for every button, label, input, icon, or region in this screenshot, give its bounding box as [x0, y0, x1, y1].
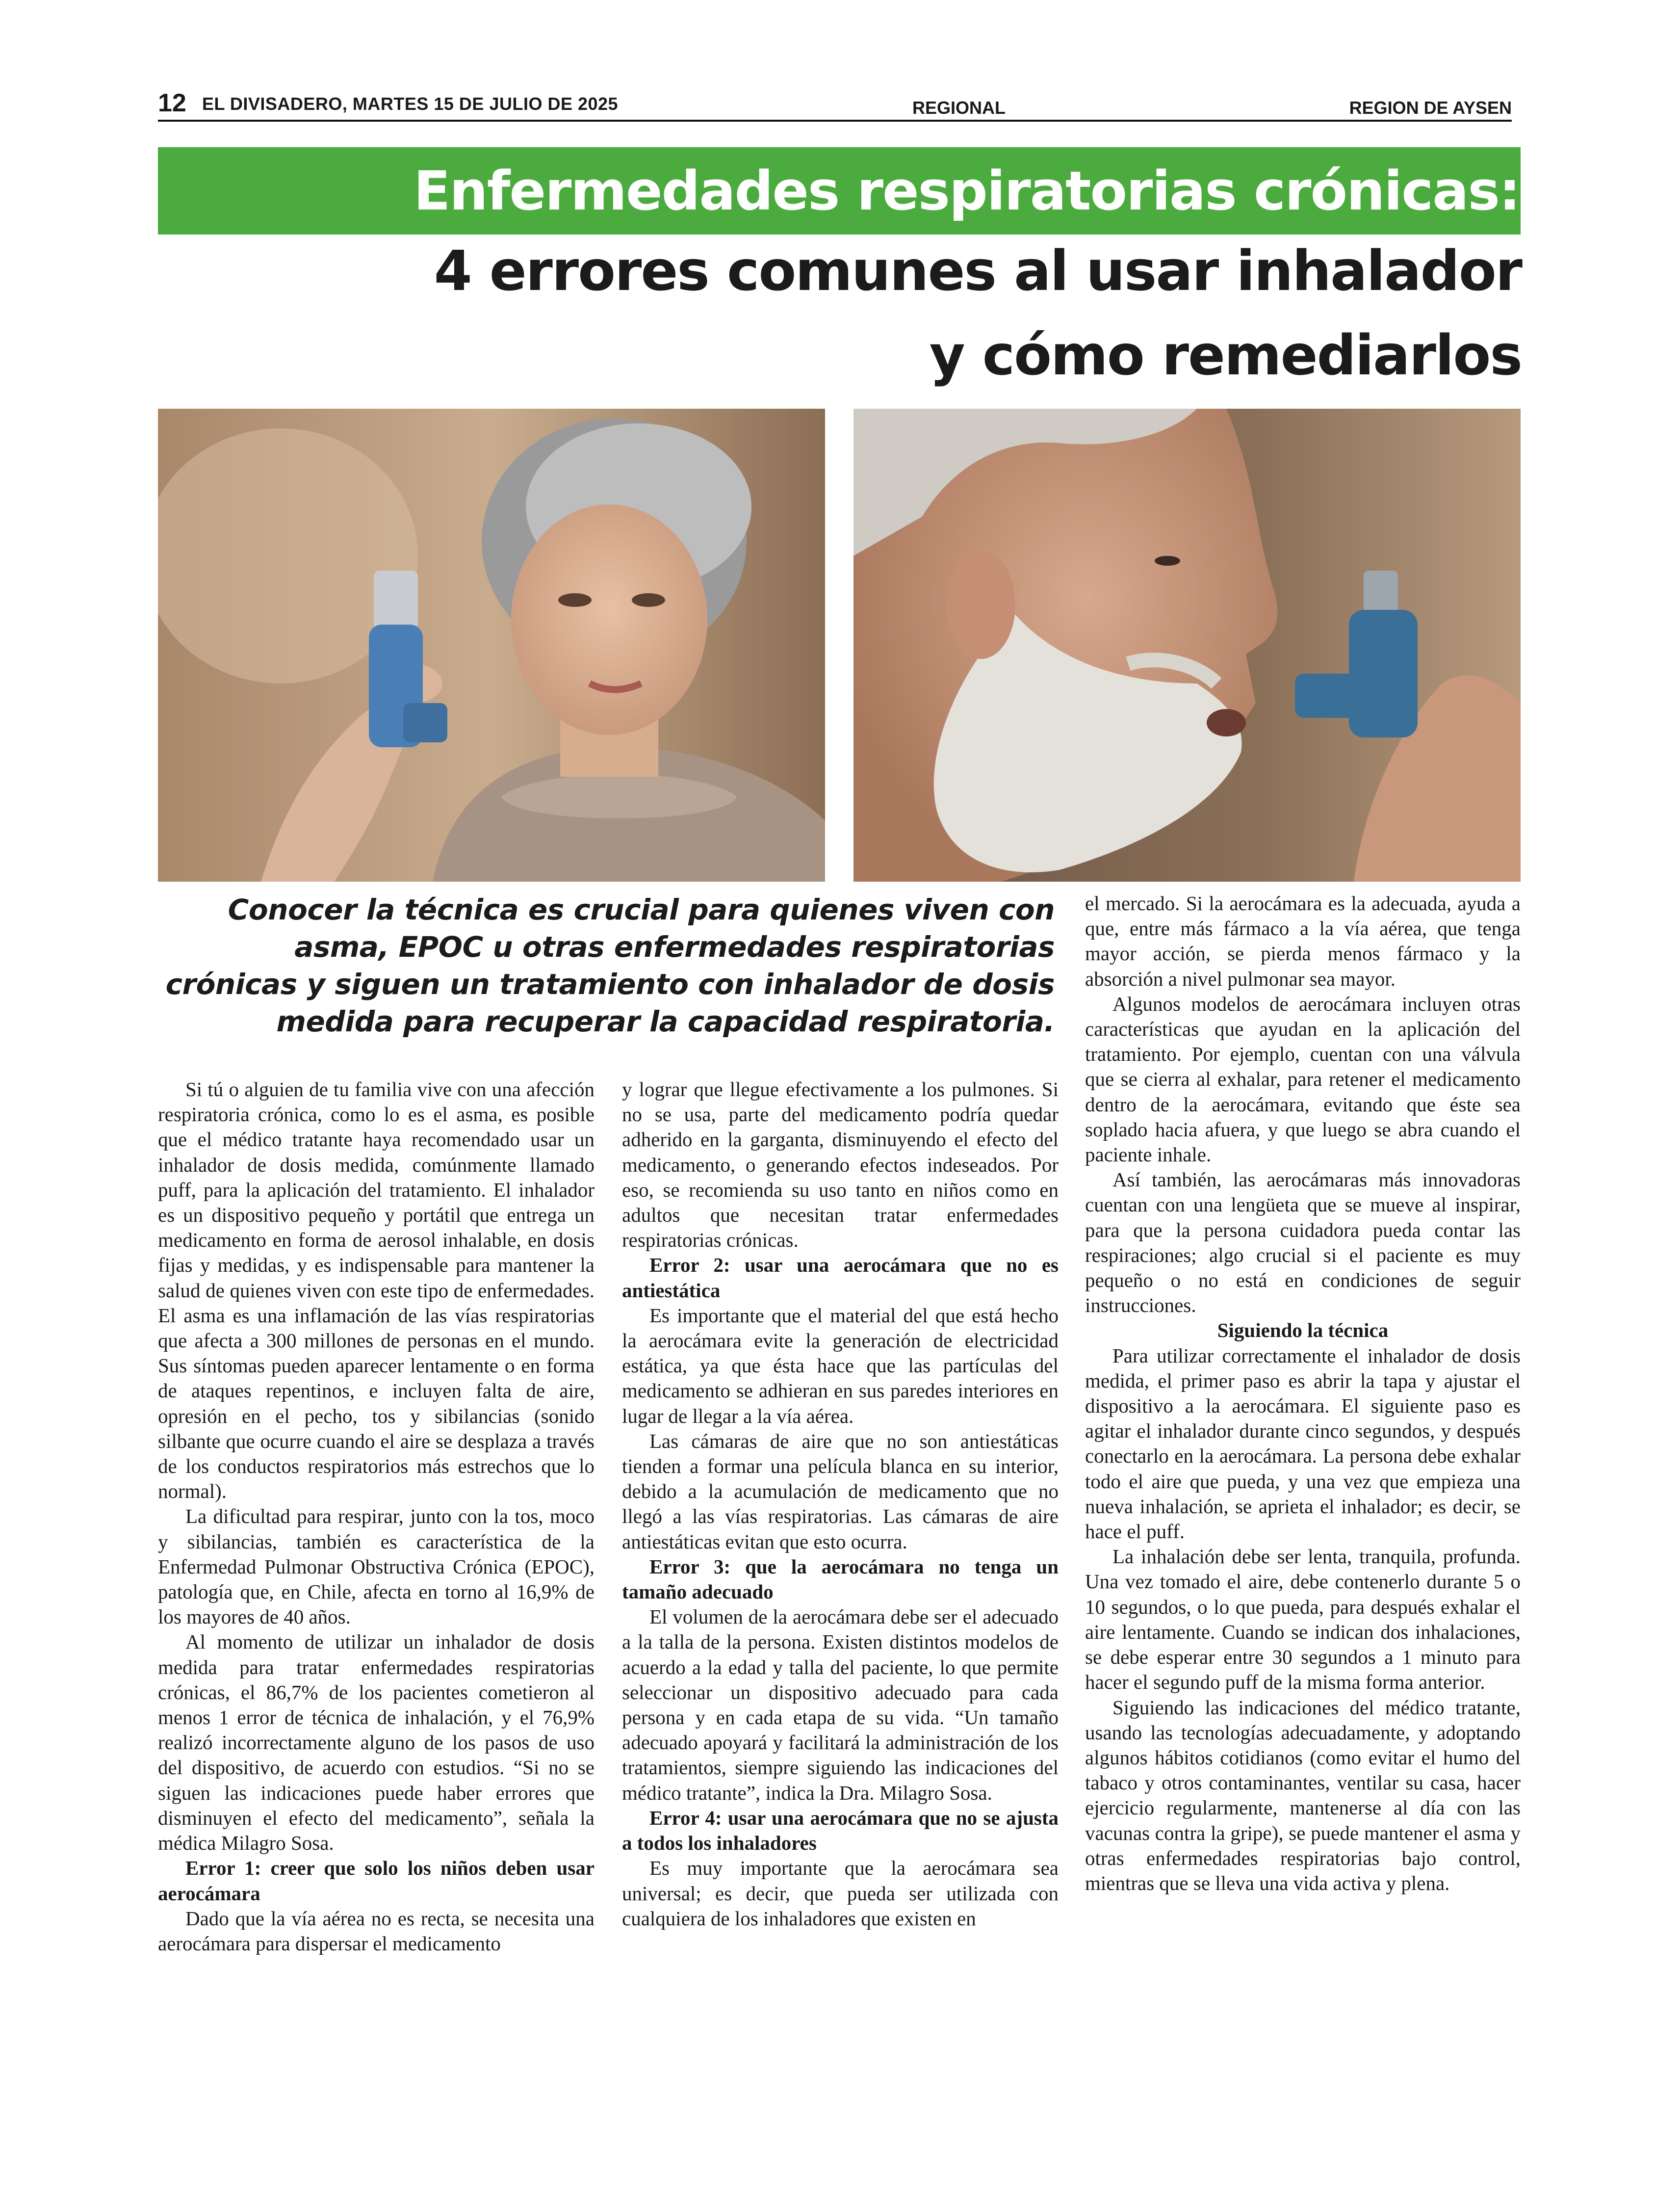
page-number: 12	[158, 89, 186, 117]
paragraph: Dado que la vía aérea no es recta, se necesita una aerocámara para dispersar el medicamento	[158, 1907, 594, 1955]
section-label: REGIONAL	[912, 98, 1006, 118]
photo-woman-with-inhaler	[158, 409, 825, 882]
headline-line-2: 4 errores comunes al usar inhalador	[434, 239, 1522, 303]
header-divider	[158, 120, 1512, 122]
headline-band	[158, 147, 1521, 235]
paragraph: Las cámaras de aire que no son antiestáticas tienden a formar una película blanca en su interior, debido a la acumulación de medicamento que no llegó a las vías respiratorias. Las cámaras de aire antiestáticas evitan que esto ocurra.	[622, 1429, 1059, 1553]
subheading-error-2: Error 2: usar una aerocámara que no es antiestática	[622, 1254, 1059, 1302]
article-column-1	[158, 1077, 594, 1956]
headline-line-1: Enfermedades respiratorias crónicas:	[414, 159, 1520, 222]
photo-man-with-inhaler	[853, 409, 1521, 882]
paragraph: Es muy importante que la aerocámara sea universal; es decir, que pueda ser utilizada con cualquiera de los inhaladores que existen en	[622, 1857, 1059, 1930]
paragraph: Siguiendo las indicaciones del médico tratante, usando las tecnologías adecuadamente, y adoptando algunos hábitos cotidianos (como evitar el humo del tabaco y otros contaminantes, ventilar su casa, hacer ejercicio regularmente, mantenerse al día con las vacunas contra la gripe), se puede mantener el asma y otras enfermedades respiratorias bajo control, mientras que se lleva una vida activa y plena.	[1085, 1696, 1521, 1894]
article-column-2	[622, 1077, 1059, 1931]
article-column-3	[1085, 891, 1521, 1896]
paragraph: Para utilizar correctamente el inhalador de dosis medida, el primer paso es abrir la tapa y ajustar el dispositivo a la aerocámara. El siguiente paso es agitar el inhalador durante cinco segundos, y después conectarlo en la aerocámara. La persona debe exhalar todo el aire que pueda, y una vez que empieza una nueva inhalación, se aprieta el inhalador; es decir, se hace el puff.	[1085, 1344, 1521, 1543]
paragraph: Es importante que el material del que está hecho la aerocámara evite la generación de electricidad estática, ya que ésta hace que las partículas del medicamento se adhieran en sus paredes interiores en lugar de llegar a la vía aérea.	[622, 1304, 1059, 1427]
paragraph: el mercado. Si la aerocámara es la adecuada, ayuda a que, entre más fármaco a la vía aérea, que tenga mayor acción, se pierda menos fármaco y la absorción a nivel pulmonar sea mayor.	[1085, 892, 1521, 990]
subheading-error-1: Error 1: creer que solo los niños deben usar aerocámara	[158, 1857, 594, 1905]
paragraph: Al momento de utilizar un inhalador de dosis medida para tratar enfermedades respiratorias crónicas, el 86,7% de los pacientes cometieron al menos 1 error de técnica de inhalación, y el 76,9% realizó incorrectamente alguno de los pasos de uso del dispositivo, de acuerdo con estudios. “Si no se siguen las indicaciones puede haber errores que disminuyen el efecto del medicamento”, señala la médica Milagro Sosa.	[158, 1630, 594, 1855]
paragraph: Si tú o alguien de tu familia vive con una afección respiratoria crónica, como lo es el asma, es posible que el médico tratante haya recomendado usar un inhalador de dosis medida, comúnmente llamado puff, para la aplicación del tratamiento. El inhalador es un dispositivo pequeño y portátil que entrega un medicamento en forma de aerosol inhalable, en dosis fijas y medidas, y es indispensable para mantener la salud de quienes viven con este tipo de enfermedades. El asma es una inflamación de las vías respiratorias que afecta a 300 millones de personas en el mundo. Sus síntomas pueden aparecer lentamente o en forma de ataques repentinos, e incluyen falta de aire, opresión en el pecho, tos y sibilancias (sonido silbante que ocurre cuando el aire se desplaza a través de los conductos respiratorios más estrechos que lo normal).	[158, 1078, 594, 1503]
region-label: REGION DE AYSEN	[1349, 98, 1512, 118]
paragraph: La dificultad para respirar, junto con la tos, moco y sibilancias, también es característica de la Enfermedad Pulmonar Obstructiva Crónica (EPOC), patología que, en Chile, afecta en torno al 16,9% de los mayores de 40 años.	[158, 1505, 594, 1628]
article-subtitle: Conocer la técnica es crucial para quienes viven con asma, EPOC u otras enfermedades respiratorias crónicas y siguen un tratamiento con inhalador de dosis medida para recuperar la capacidad respiratoria.	[165, 893, 1055, 1038]
paragraph: Así también, las aerocámaras más innovadoras cuentan con una lengüeta que se mueve al inspirar, para que la persona cuidadora pueda contar las respiraciones; algo crucial si el paciente es muy pequeño o no está en condiciones de seguir instrucciones.	[1085, 1168, 1521, 1317]
subheading-error-4: Error 4: usar una aerocámara que no se ajusta a todos los inhaladores	[622, 1806, 1059, 1855]
newspaper-date-line: EL DIVISADERO, MARTES 15 DE JULIO DE 2025	[202, 94, 619, 114]
paragraph: El volumen de la aerocámara debe ser el adecuado a la talla de la persona. Existen distintos modelos de acuerdo a la edad y talla del paciente, lo que permite seleccionar un dispositivo adecuado para cada persona y en cada etapa de su vida. “Un tamaño adecuado apoyará y facilitará la administración de los tratamientos, siempre siguiendo las indicaciones del médico tratante”, indica la Dra. Milagro Sosa.	[622, 1605, 1059, 1804]
paragraph: La inhalación debe ser lenta, tranquila, profunda. Una vez tomado el aire, debe contenerlo durante 5 o 10 segundos, o lo que pueda, para después exhalar el aire lentamente. Cuando se indican dos inhalaciones, se debe esperar entre 30 segundos a 1 minuto para hacer el segundo puff de la misma forma anterior.	[1085, 1545, 1521, 1694]
paragraph: y lograr que llegue efectivamente a los pulmones. Si no se usa, parte del medicamento podría quedar adherido en la garganta, disminuyendo el efecto del medicamento, o generando efectos indeseados. Por eso, se recomienda su uso tanto en niños como en adultos que necesitan tratar enfermedades respiratorias crónicas.	[622, 1078, 1059, 1252]
subheading-error-3: Error 3: que la aerocámara no tenga un tamaño adecuado	[622, 1555, 1059, 1603]
headline-line-3: y cómo remediarlos	[929, 324, 1522, 388]
paragraph: Algunos modelos de aerocámara incluyen otras características que ayudan en la aplicación del tratamiento. Por ejemplo, cuentan con una válvula que se cierra al exhalar, para retener el medicamento dentro de la aerocámara, evitando que éste sea soplado hacia afuera, y que luego se abra cuando el paciente inhale.	[1085, 992, 1521, 1166]
subheading-technique: Siguiendo la técnica	[1217, 1319, 1389, 1342]
